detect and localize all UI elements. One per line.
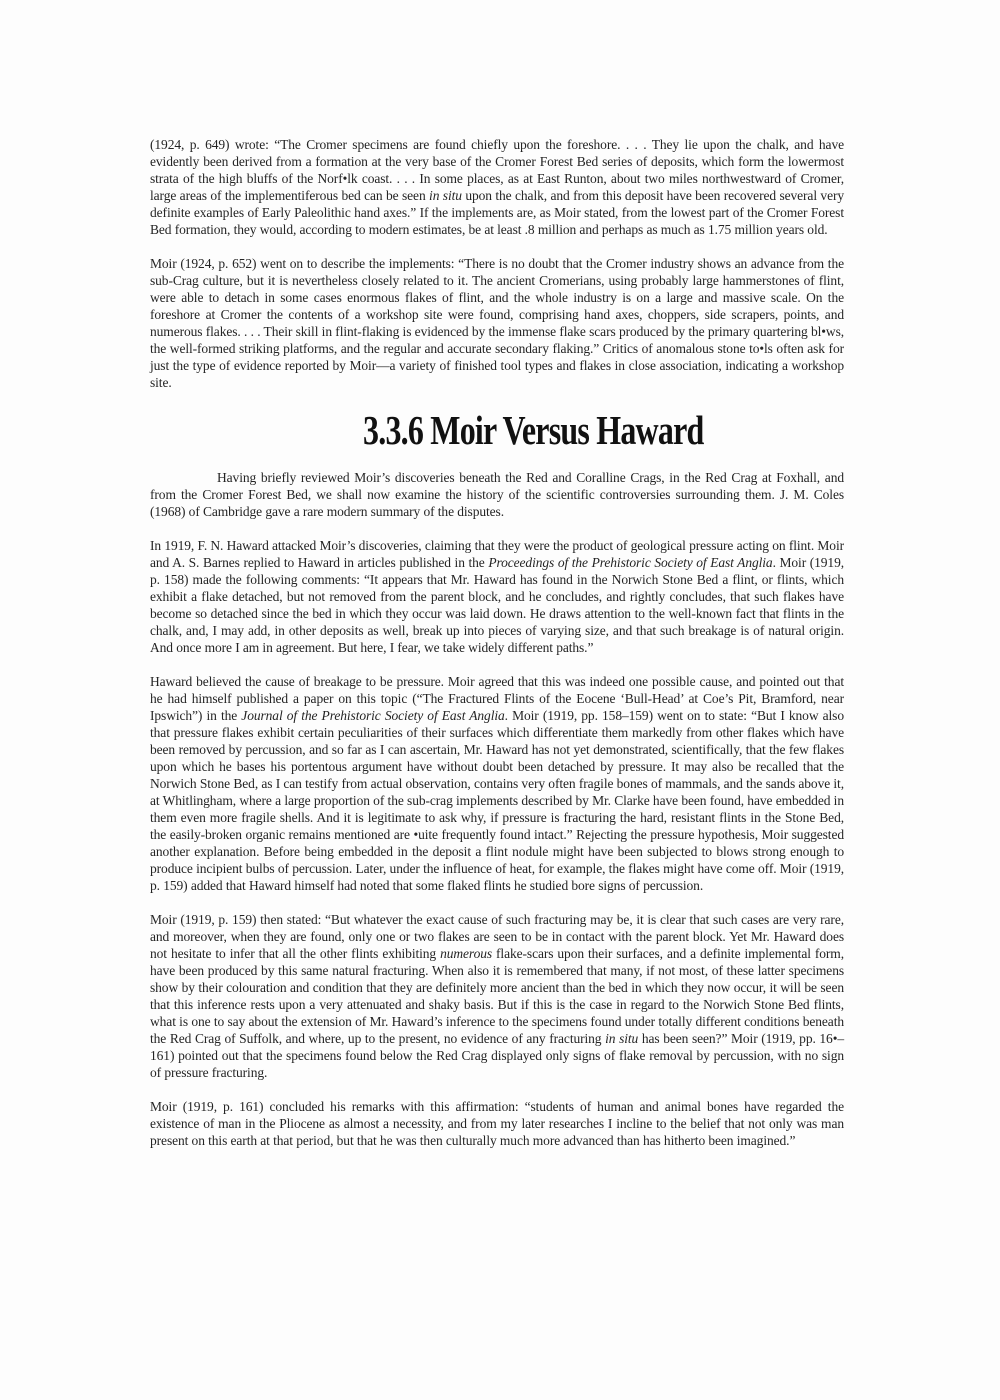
text-run: . Moir (1919, pp. 158–159) went on to state: “But I know also that pressure flakes exhibit certain peculiarities of their surfaces which differentiate them markedly from other flakes which have been removed by percussion, and so far as I can ascertain, Mr. Haward has not yet demonstrated, scientifically, that the few flakes upon which he bases his portentous argument have without doubt been detached by pressure. It may also be recalled that the Norwich Stone Bed, as I can testify from actual observation, contains very often fragile bones of mammals, and the sands above it, at Whitlingham, where a large proportion of the sub-crag implements described by Mr. Clarke have been found, have embedded in them even more fragile shells. And it is legitimate to ask why, if pressure is fracturing the hard, resistant flints in the Stone Bed, the easily-broken organic remains mentioned are •uite frequently found intact.” Rejecting the pressure hypothesis, Moir suggested another explanation. Before being embedded in the deposit a flint nodule might have been subjected to blows strong enough to produce incipient bulbs of percussion. Later, under the influence of heat, for example, the flakes might have come off. Moir (1919, p. 159) added that Haward himself had noted that some flaked flints he studied bore signs of percussion. [150,708,844,893]
paragraph-cromer-specimens [150,136,844,238]
section-heading [150,408,844,453]
paragraph-haward-attack-1919 [150,537,844,656]
italic-text-run: Journal of the Prehistoric Society of East Anglia [241,708,505,723]
text-run: Having briefly reviewed Moir’s discoveries beneath the Red and Coralline Crags, in the Red Crag at Foxhall, and from the Cromer Forest Bed, we shall now examine the history of the scientific controversies surrounding them. J. M. Coles (1968) of Cambridge gave a rare modern summary of the disputes. [150,470,844,519]
text-run: (1924, p. 649) wrote: “The Cromer specimens are found chiefly upon the foreshore. . . . They lie upon the chalk, and have evidently been derived from a formation at the very base of the Cromer Forest Bed series of deposits, which form the lowermost strata of the high bluffs of the Norf•lk coast. . . . In some places, as at East Runton, about two miles northwestward of Cromer, large areas of the implementiferous bed can be seen [150,137,844,203]
paragraph-moir-concluded [150,1098,844,1149]
text-run: Moir (1919, p. 159) then stated: “But whatever the exact cause of such fracturing may be, it is clear that such cases are very rare, and moreover, when they are found, only one or two flakes are seen to be in contact with the parent block. Yet Mr. Haward does not hesitate to infer that all the other flints exhibiting [150,912,844,961]
paragraph-moir-implements [150,255,844,391]
text-run: Haward believed the cause of breakage to be pressure. Moir agreed that this was indeed one possible cause, and pointed out that he had himself published a paper on this topic (“The Fractured Flints of the Eocene ‘Bull-Head’ at Coe’s Pit, Bramford, near Ipswich”) in the [150,674,844,723]
paragraph-having-reviewed [150,469,844,520]
text-run: . Moir (1919, p. 158) made the following comments: “It appears that Mr. Haward has found in the Norwich Stone Bed a flint, or flints, which exhibit a flake detached, but not removed from the parent block, and he concludes, and rightly concludes, that such flakes have become so detached since the bed in which they occur was laid down. He draws attention to the well-known fact that flints in the chalk, and, I may add, in other deposits as well, break up into pieces of varying size, and that such breakage is of natural origin. And once more I am in agreement. But here, I fear, we take widely different paths.” [150,555,845,655]
text-run: Moir (1919, p. 161) concluded his remarks with this affirmation: “students of human and animal bones have regarded the existence of man in the Pliocene as almost a necessity, and from my later researches I incline to the belief that not only was man present on this earth at that period, but that he was then culturally much more advanced than has hitherto been imagined.” [150,1099,844,1148]
paragraph-moir-then-stated [150,911,844,1081]
page-text-column [150,136,844,1166]
italic-text-run: in situ [429,188,462,203]
italic-text-run: in situ [605,1031,639,1046]
text-run: flake-scars upon their surfaces, and a definite implemental form, have been produced by this same natural fracturing. When also it is remembered that many, if not most, of these latter specimens show by their colouration and condition that they are definitely more ancient than the bed in which they now occur, it will be seen that this inference rests upon a very attenuated and shaky basis. But if this is the case in regard to the Norwich Stone Bed flints, what is one to say about the extension of Mr. Haward’s inference to the specimens found under totally different conditions beneath the Red Crag of Suffolk, and where, up to the present, no evidence of any fracturing [150,946,844,1046]
text-run: has been seen?” Moir (1919, pp. 16•–161) pointed out that the specimens found below the Red Crag displayed only signs of flake removal by percussion, with no sign of pressure fracturing. [150,1031,844,1080]
text-run: Moir (1924, p. 652) went on to describe the implements: “There is no doubt that the Cromer industry shows an advance from the sub-Crag culture, but it is nevertheless closely related to it. The ancient Cromerians, using probably large hammerstones of flint, were able to detach in some cases enormous flakes of flint, and the whole industry is on a large and massive scale. On the foreshore at Cromer the contents of a workshop site were found, comprising hand axes, choppers, side scrapers, points, and numerous flakes. . . . Their skill in flint-flaking is evidenced by the immense flake scars produced by the primary quartering bl•ws, the well-formed striking platforms, and the regular and accurate secondary flaking.” Critics of anomalous stone to•ls often ask for just the type of evidence reported by Moir—a variety of finished tool types and flakes in close association, indicating a workshop site. [150,256,844,390]
italic-text-run: numerous [440,946,493,961]
paragraph-haward-pressure [150,673,844,894]
text-run: In 1919, F. N. Haward attacked Moir’s discoveries, claiming that they were the product of geological pressure acting on flint. Moir and A. S. Barnes replied to Haward in articles published in the [150,538,844,570]
text-run: upon the chalk, and from this deposit have been recovered several very definite examples of Early Paleolithic hand axes.” If the implements are, as Moir stated, from the lowest part of the Cromer Forest Bed formation, they would, according to modern estimates, be at least .8 million and perhaps as much as 1.75 million years old. [150,188,845,237]
italic-text-run: Proceedings of the Prehistoric Society of East Anglia [488,555,773,570]
section-heading-text: 3.3.6 Moir Versus Haward [362,407,704,453]
